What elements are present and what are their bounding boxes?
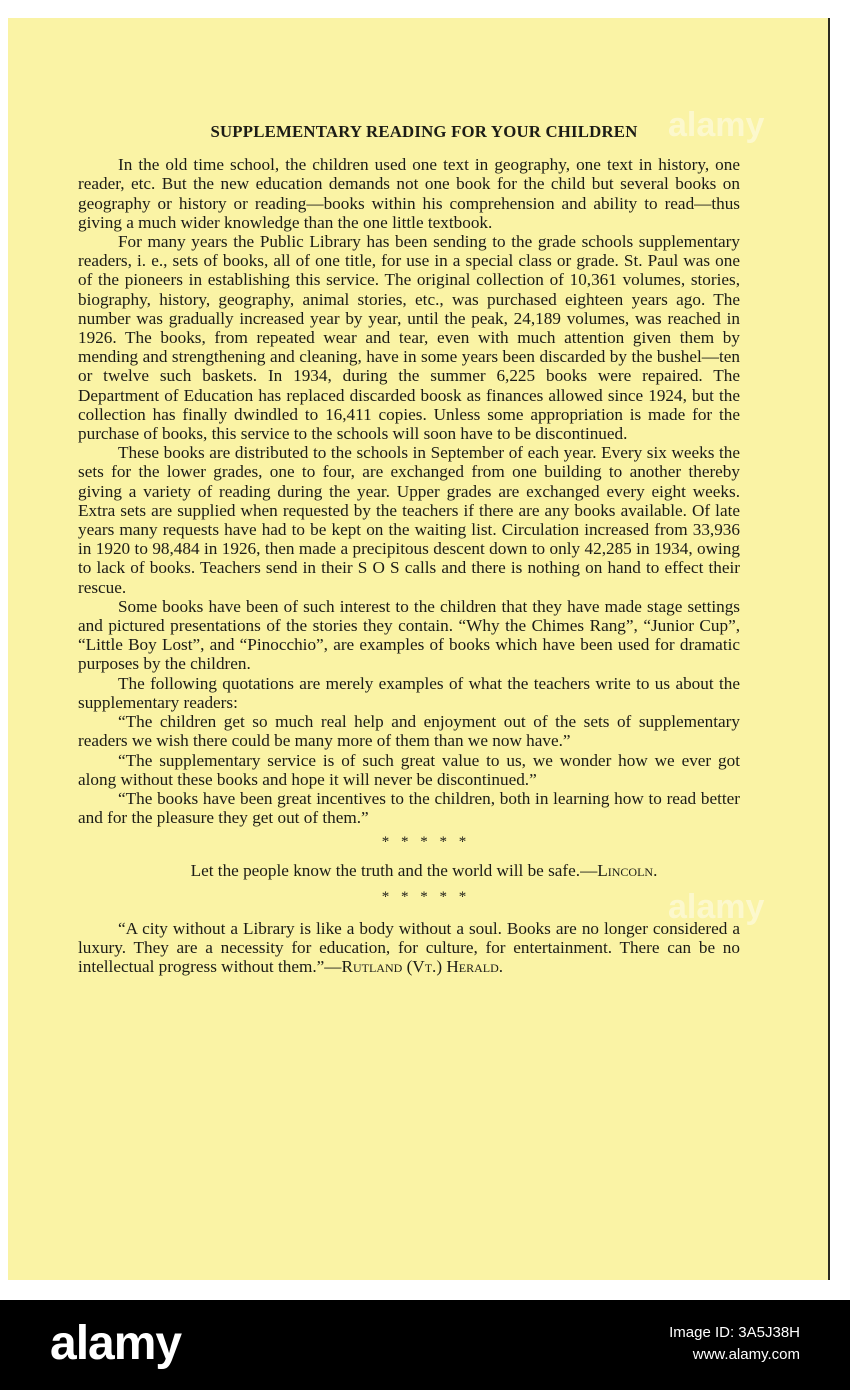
quotation: “The books have been great incentives to the children, both in learning how to read better and for the pleasure they get out of them.”: [78, 788, 740, 828]
watermark: alamy: [668, 106, 765, 144]
page-title: SUPPLEMENTARY READING FOR YOUR CHILDREN: [210, 122, 638, 141]
lincoln-quote: [78, 861, 740, 880]
watermark: alamy: [668, 888, 765, 926]
paragraph: These books are distributed to the schools in September of each year. Every six weeks the sets for the lower grades, one to four, are exchanged from one building to another thereby giving a variety of reading during the year. Upper grades are exchanged every eight weeks. Extra sets are supplied when requested by the teachers if there are any books available. Of late years many requests have had to be kept on the waiting list. Circulation increased from 33,936 in 1920 to 98,484 in 1926, then made a precipitous descent down to only 42,285 in 1934, owing to lack of books. Teachers send in their S O S calls and there is nothing on hand to effect their rescue.: [78, 443, 740, 597]
paragraph: The following quotations are merely examples of what the teachers write to us about the supplementary readers:: [78, 673, 740, 712]
document-page: [8, 18, 830, 1280]
paragraph: In the old time school, the children used one text in geography, one text in history, one reader, etc. But the new education demands not one book for the child but several books on geography or history or reading—books within his comprehension and ability to read—thus giving a much wider knowledge than the one little textbook.: [78, 155, 740, 232]
paragraph: For many years the Public Library has been sending to the grade schools supplementary readers, i. e., sets of books, all of one title, for use in a special class or grade. St. Paul was one of the pioneers in establishing this service. The original collection of 10,361 volumes, stories, biography, history, geography, animal stories, etc., was purchased eighteen years ago. The number was gradually increased year by year, until the peak, 24,189 volumes, was reached in 1926. The books, from repeated wear and tear, even with much attention given them by mending and strengthening and cleaning, have in some years been discarded by the bushel—ten or twelve such baskets. In 1934, during the summer 6,225 books were repaired. The Department of Education has replaced discarded boosk as finances allowed since 1924, but the collection has finally dwindled to 16,411 copies. Unless some appropriation is made for the purchase of books, this service to the schools will soon have to be discontinued.: [78, 232, 740, 444]
separator: * * * * *: [381, 834, 467, 851]
herald-quote: [78, 919, 740, 977]
lincoln-attribution: Lincoln.: [597, 860, 658, 880]
paragraph: Some books have been of such interest to the children that they have made stage settings and pictured presentations of the stories they contain. “Why the Chimes Rang”, “Junior Cup”, “Little Boy Lost”, and “Pinocchio”, are examples of books which have been used for dramatic purposes by the children.: [78, 596, 740, 674]
separator: * * * * *: [381, 888, 467, 905]
document-body: [78, 122, 740, 977]
quotation: “The children get so much real help and enjoyment out of the sets of supplementary readers we wish there could be many more of them than we now have.”: [78, 712, 740, 751]
image-info: [669, 1322, 800, 1366]
lincoln-quote-text: Let the people know the truth and the world will be safe.—: [190, 860, 598, 880]
herald-quote-text: “A city without a Library is like a body without a soul. Books are no longer considered a luxury. They are a necessity for education, for culture, for entertainment. There can be no intellectual progress without them.”—: [78, 918, 740, 977]
quotation: “The supplementary service is of such great value to us, we wonder how we ever got along without these books and hope it will never be discontinued.”: [78, 750, 740, 789]
alamy-logo: alamy: [50, 1317, 182, 1370]
site-url: www.alamy.com: [692, 1346, 800, 1363]
stock-footer: [0, 1300, 850, 1390]
herald-attribution: Rutland (Vt.) Herald.: [341, 957, 504, 977]
image-id: Image ID: 3A5J38H: [669, 1324, 800, 1341]
